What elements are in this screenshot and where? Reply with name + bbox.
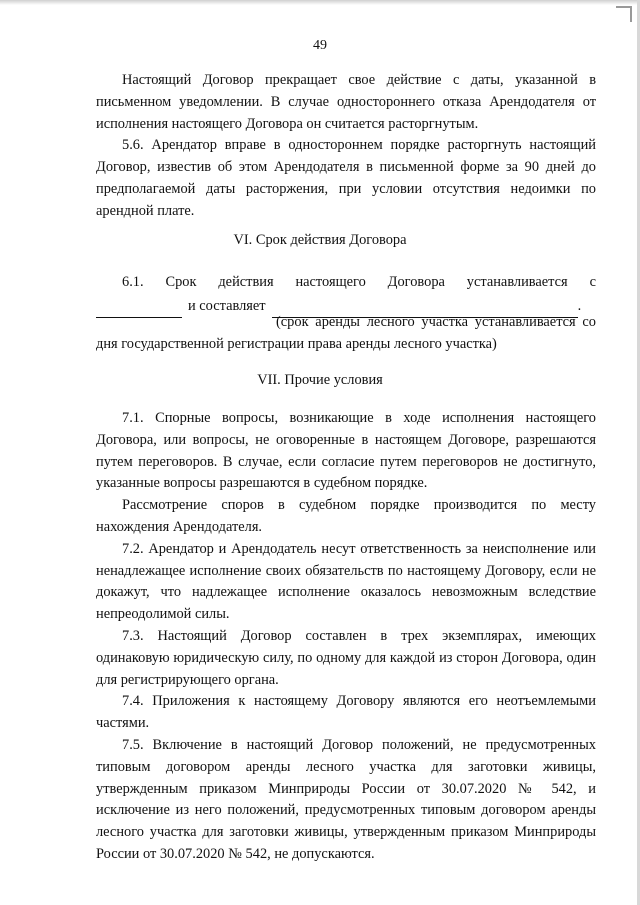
clause-6-1-hint	[96, 312, 596, 356]
clause-6-1-word: с	[589, 274, 596, 290]
clause-6-1	[96, 270, 596, 318]
clause-7-5: 7.5. Включение в настоящий Договор положений, не предусмотренных типовым договором аренды лесного участка для заготовки живицы, утвержденным приказом Минприроды России от 30.07.2020 № 542, и исключение из него положений, предусмотренных типовым договором аренды лесного участка для заготовки живицы, утвержденным приказом Минприроды России от 30.07.2020 № 542, не допускаются.	[96, 736, 596, 862]
section-6-heading: VI. Срок действия Договора	[233, 232, 407, 248]
clause-6-1-word: Договора	[387, 274, 445, 290]
clause-6-1-word: настоящего	[295, 274, 366, 290]
clause-6-1-word: устанавливается	[466, 274, 568, 290]
clause-7-4: 7.4. Приложения к настоящему Договору являются его неотъемлемыми частями.	[96, 693, 596, 732]
corner-fold-mark	[616, 6, 632, 22]
clause-6-1-word: действия	[218, 274, 274, 290]
section-7-heading: VII. Прочие условия	[257, 372, 383, 388]
hint-text: (срок аренды лесного участка устанавливается со дня государственной регистрации права аренды лесного участка)	[96, 314, 596, 352]
clause-6-1-end-dot: .	[577, 298, 582, 314]
clause-6-1-first-line	[96, 270, 596, 294]
clause-7-3: 7.3. Настоящий Договор составлен в трех экземплярах, имеющих одинаковую юридическую силу, по одному для каждой из сторон Договора, один для регистрирующего органа.	[96, 627, 596, 688]
clause-7-2: 7.2. Арендатор и Арендодатель несут ответственность за неисполнение или ненадлежащее исполнение своих обязательств по настоящему Договору, если не докажут, что надлежащее исполнение оказалось невозможным вследствие непреодолимой силы.	[96, 540, 596, 623]
clause-7-1: 7.1. Спорные вопросы, возникающие в ходе исполнения настоящего Договора, или вопросы, не оговоренные в настоящем Договоре, разрешаются путем переговоров. В случае, если согласие путем переговоров не достигнуто, указанные вопросы разрешаются в судебном порядке.	[96, 410, 596, 492]
clause-6-1-word: Срок	[165, 274, 197, 290]
scan-edge-top	[0, 0, 640, 5]
page-number: 49	[313, 38, 327, 53]
clause-6-1-and-text: и составляет	[188, 298, 266, 314]
disputes-venue-paragraph: Рассмотрение споров в судебном порядке производится по месту нахождения Арендодателя.	[96, 497, 596, 535]
section-7-block	[96, 408, 596, 866]
termination-paragraph: Настоящий Договор прекращает свое действие с даты, указанной в письменном уведомлении. В случае одностороннего отказа Арендодателя от исполнения настоящего Договора он считается расторгнутым.	[96, 72, 596, 132]
clause-5-6: 5.6. Арендатор вправе в одностороннем порядке расторгнуть настоящий Договор, известив об этом Арендодателя в письменной форме за 90 дней до предполагаемой даты расторжения, при условии отсутствия недоимки по арендной плате.	[96, 137, 596, 219]
clause-6-1-number: 6.1.	[122, 274, 144, 290]
intro-block	[96, 70, 596, 223]
